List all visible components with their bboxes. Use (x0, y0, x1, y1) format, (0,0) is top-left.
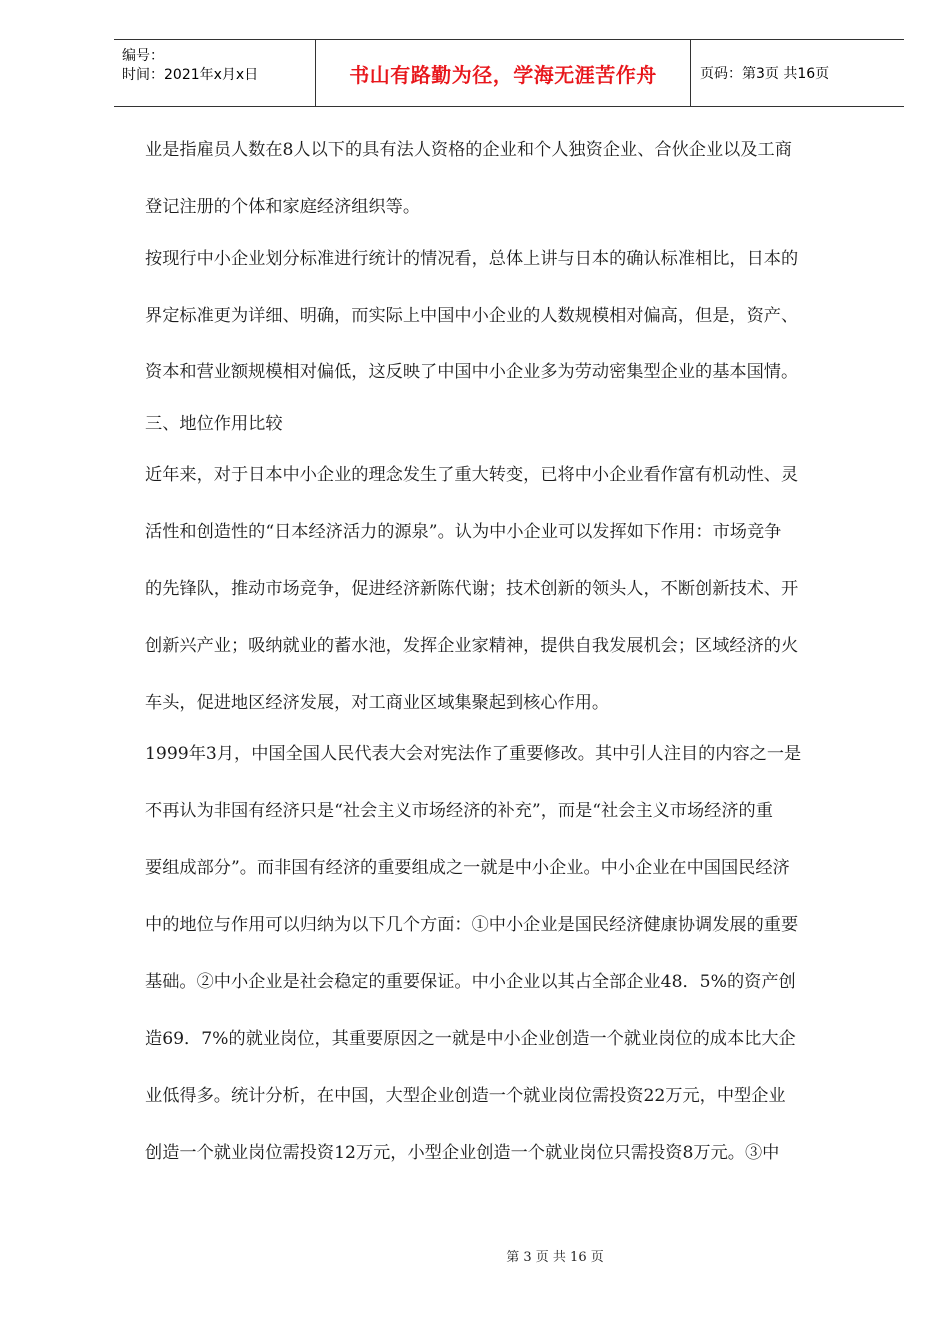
document-number-label: 编号： (122, 48, 164, 64)
body-line: 界定标准更为详细、明确，而实际上中国中小企业的人数规模相对偏高，但是，资产、 (145, 306, 799, 326)
body-line: 近年来，对于日本中小企业的理念发生了重大转变，已将中小企业看作富有机动性、灵 (145, 465, 799, 485)
body-line: 要组成部分”。而非国有经济的重要组成之一就是中小企业。中小企业在中国国民经济 (145, 858, 790, 878)
body-line: 业是指雇员人数在8人以下的具有法人资格的企业和个人独资企业、合伙企业以及工商 (145, 140, 792, 160)
body-line: 活性和创造性的“日本经济活力的源泉”。认为中小企业可以发挥如下作用：市场竞争 (145, 522, 782, 542)
page-footer (0, 1246, 950, 1265)
header-page-cell (691, 40, 904, 106)
body-line: 不再认为非国有经济只是“社会主义市场经济的补充”，而是“社会主义市场经济的重 (145, 801, 773, 821)
header-motto: 书山有路勤为径，学海无涯苦作舟 (349, 62, 657, 87)
section-heading: 三、地位作用比较 (145, 414, 283, 434)
header-motto-cell (316, 40, 691, 106)
footer-page-number: 第 3 页 共 16 页 (506, 1250, 604, 1265)
body-line: 的先锋队，推动市场竞争，促进经济新陈代谢；技术创新的领头人，不断创新技术、开 (145, 579, 799, 599)
document-time-label: 时间：2021年x月x日 (122, 67, 259, 83)
header-meta-cell (114, 40, 316, 106)
body-line: 创造一个就业岗位需投资12万元，小型企业创造一个就业岗位只需投资8万元。③中 (145, 1143, 780, 1163)
header-page-info: 页码：第3页 共16页 (700, 66, 830, 82)
body-line: 1999年3月，中国全国人民代表大会对宪法作了重要修改。其中引人注目的内容之一是 (145, 744, 802, 764)
body-line: 创新兴产业；吸纳就业的蓄水池，发挥企业家精神，提供自我发展机会；区域经济的火 (145, 636, 799, 656)
body-line: 中的地位与作用可以归纳为以下几个方面：①中小企业是国民经济健康协调发展的重要 (145, 915, 799, 935)
body-line: 造69．7%的就业岗位，其重要原因之一就是中小企业创造一个就业岗位的成本比大企 (145, 1029, 796, 1049)
body-line: 车头，促进地区经济发展，对工商业区域集聚起到核心作用。 (145, 693, 610, 713)
body-line: 资本和营业额规模相对偏低，这反映了中国中小企业多为劳动密集型企业的基本国情。 (145, 362, 799, 382)
body-line: 按现行中小企业划分标准进行统计的情况看，总体上讲与日本的确认标准相比，日本的 (145, 249, 799, 269)
page-header (114, 39, 904, 107)
body-line: 基础。②中小企业是社会稳定的重要保证。中小企业以其占全部企业48．5%的资产创 (145, 972, 796, 992)
body-line: 业低得多。统计分析，在中国，大型企业创造一个就业岗位需投资22万元，中型企业 (145, 1086, 786, 1106)
body-line: 登记注册的个体和家庭经济组织等。 (145, 197, 421, 217)
